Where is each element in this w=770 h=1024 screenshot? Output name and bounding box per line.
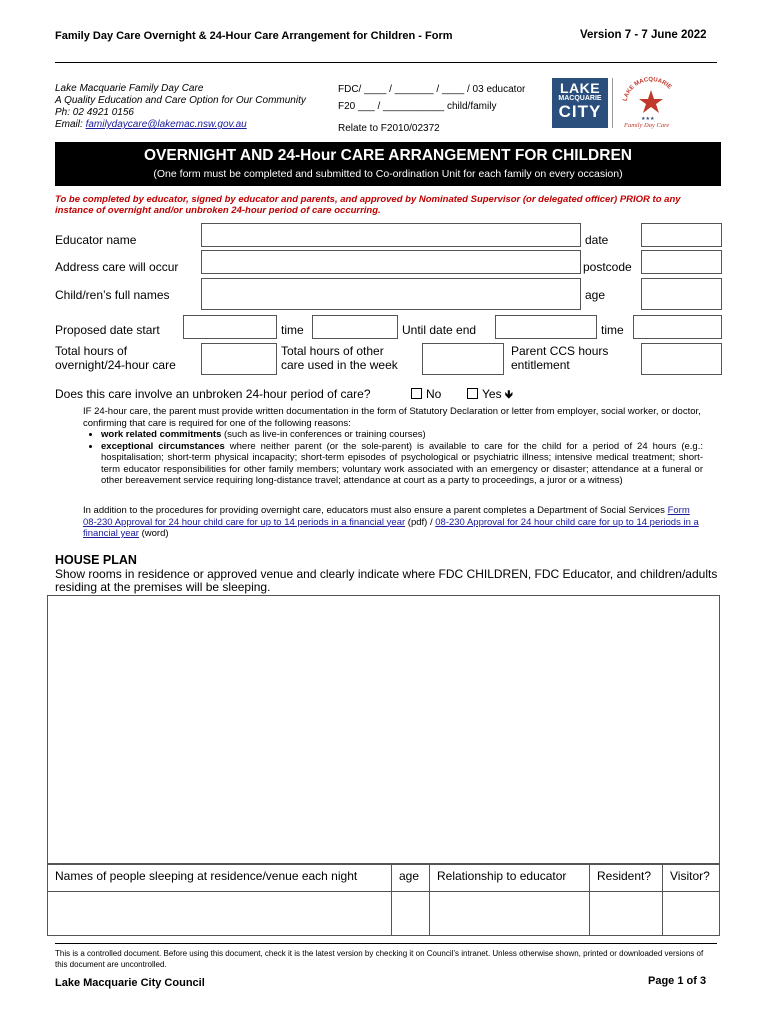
f20-reference: F20 ___ / ___________ child/family [338, 101, 497, 112]
childrens-names-label: Child/ren’s full names [55, 288, 170, 302]
start-time-label: time [281, 323, 304, 337]
until-date-end-label: Until date end [402, 323, 477, 337]
age-label: age [585, 288, 606, 302]
reason-desc: (such as live-in conferences or training courses) [221, 429, 426, 440]
total-other-care-label [281, 344, 398, 372]
total-hours-label [55, 344, 176, 372]
org-phone: Ph: 02 4921 0156 [55, 107, 134, 118]
org-tagline: A Quality Education and Care Option for Our Community [55, 95, 306, 106]
info-intro: IF 24-hour care, the parent must provide written documentation in the form of Statutory Declaration or letter from employer, social worker, or doctor, confirming that care is required for one of the following reasons: [83, 406, 701, 429]
controlled-document-note: This is a controlled document. Before using this document, check it is the latest version by checking it on Council’s intranet. Unless otherwise shown, printed or downloaded versions of this document are uncontrolled. [55, 949, 704, 969]
visitor-cell[interactable] [663, 892, 720, 936]
logo-text-city: CITY [558, 102, 602, 121]
educator-name-field[interactable] [201, 223, 581, 247]
document-title: Family Day Care Overnight & 24-Hour Care Arrangement for Children - Form [55, 30, 453, 42]
unbroken-care-question: Does this care involve an unbroken 24-hour period of care? [55, 387, 371, 401]
svg-text:★★★: ★★★ [641, 116, 655, 122]
address-field[interactable] [201, 250, 581, 274]
no-label: No [426, 387, 442, 401]
svg-text:Family Day Care: Family Day Care [624, 122, 670, 129]
page-number: Page 1 of 3 [648, 975, 707, 987]
dss-text-start: In addition to the procedures for providing overnight care, educators must also ensure a parent completes a Department of Social Services [83, 505, 668, 516]
end-time-field[interactable] [633, 315, 722, 339]
total-hours-label-line1: Total hours of [55, 344, 128, 358]
house-plan-description: Show rooms in residence or approved venue and clearly indicate where FDC CHILDREN, FDC Educator, and children/adults residing at the premises will be sleeping. [55, 567, 718, 594]
start-time-field[interactable] [312, 315, 398, 339]
reason-title: exceptional circumstances [101, 440, 225, 452]
email-label: Email: [55, 119, 86, 130]
childrens-names-field[interactable] [201, 278, 581, 310]
form-pdf-link[interactable]: Form 08-230 Approval for 24 hour child care for up to 14 periods in a financial year [83, 505, 690, 528]
total-hours-field[interactable] [201, 343, 277, 375]
instruction-note: To be completed by educator, signed by educator and parents, and approved by Nominated Supervisor (or delegated officer) PRIOR to any instance of overnight and/or unbroken 24-hour period of care occurring. [55, 194, 681, 216]
footer-divider [55, 943, 717, 944]
banner-title: OVERNIGHT AND 24-Hour CARE ARRANGEMENT FOR CHILDREN [144, 147, 632, 164]
until-date-end-field[interactable] [495, 315, 597, 339]
address-label: Address care will occur [55, 260, 179, 274]
reason-item [101, 429, 703, 441]
total-other-label-line2: care used in the week [281, 358, 398, 372]
arrow-down-icon: 🡻 [504, 388, 513, 401]
header-divider [55, 62, 717, 63]
dss-form-info [83, 505, 703, 540]
house-plan-drawing-area[interactable] [47, 595, 720, 865]
reason-desc: where neither parent (or the sole-parent) is available to care for the child for a period of 24 hours (e.g.: hospitalisation; short-term physical incapacity; short-term episodes of psychological or psychiatric illness; intensive medical treatment; short-term educator responsibilities for other family members; voluntary work associated with an emergency or disaster; attendance at a funeral or other bereavement service requiring long-distance travel; attendance at court as a party to proceedings, a juror or a witness) [101, 440, 703, 486]
dss-text-mid: (pdf) / [405, 516, 436, 528]
date-label: date [585, 233, 609, 247]
total-other-care-field[interactable] [422, 343, 504, 375]
proposed-start-field[interactable] [183, 315, 277, 339]
age-field[interactable] [641, 278, 722, 310]
yes-option[interactable] [467, 387, 513, 402]
yes-checkbox[interactable] [467, 388, 478, 399]
total-hours-label-line2: overnight/24-hour care [55, 358, 176, 372]
footer-org-name: Lake Macquarie City Council [55, 977, 205, 989]
date-field[interactable] [641, 223, 722, 247]
logo-text-macquarie: MACQUARIE [558, 95, 602, 102]
end-time-label: time [601, 323, 624, 337]
org-email-row [55, 119, 306, 131]
logo-text-lake: LAKE [559, 80, 601, 96]
relationship-cell[interactable] [430, 892, 590, 936]
table-row [48, 892, 720, 936]
total-other-label-line1: Total hours of other [281, 344, 384, 358]
no-checkbox[interactable] [411, 388, 422, 399]
reason-item [101, 441, 703, 487]
yes-label: Yes [482, 387, 502, 401]
age-cell[interactable] [392, 892, 430, 936]
proposed-start-label: Proposed date start [55, 323, 160, 337]
relate-reference: Relate to F2010/02372 [338, 123, 440, 134]
family-day-care-logo [618, 76, 684, 130]
ccs-hours-field[interactable] [641, 343, 722, 375]
ccs-label-line2: entitlement [511, 358, 570, 372]
ccs-hours-label [511, 344, 608, 372]
lake-macquarie-city-logo [552, 78, 608, 128]
ccs-label-line1: Parent CCS hours [511, 344, 609, 358]
24hr-care-info [83, 406, 703, 487]
reasons-list [83, 429, 703, 487]
sleeping-names-table [47, 863, 720, 936]
postcode-label: postcode [583, 260, 632, 274]
house-plan-heading: HOUSE PLAN [55, 553, 137, 567]
org-name: Lake Macquarie Family Day Care [55, 83, 204, 94]
header-age: age [392, 864, 430, 892]
fdc-reference: FDC/ ____ / _______ / ____ / 03 educator [338, 84, 526, 95]
postcode-field[interactable] [641, 250, 722, 274]
table-header-row [48, 864, 720, 892]
org-contact-block [55, 83, 306, 131]
svg-text:LAKE MACQUARIE: LAKE MACQUARIE [622, 76, 673, 102]
reason-title: work related commitments [101, 429, 222, 440]
header-visitor: Visitor? [663, 864, 720, 892]
header-names: Names of people sleeping at residence/venue each night [48, 864, 392, 892]
no-option[interactable] [411, 387, 441, 401]
banner-subtitle: (One form must be completed and submitted to Co-ordination Unit for each family on every occasion) [153, 168, 623, 180]
form-word-link[interactable]: 08-230 Approval for 24 hour child care for up to 14 periods in a financial year [83, 516, 699, 539]
names-cell[interactable] [48, 892, 392, 936]
form-banner [55, 142, 721, 186]
educator-name-label: Educator name [55, 233, 137, 247]
email-link[interactable]: familydaycare@lakemac.nsw.gov.au [85, 119, 247, 130]
dss-text-end: (word) [138, 528, 169, 539]
version-label: Version 7 - 7 June 2022 [580, 29, 707, 41]
header-resident: Resident? [590, 864, 663, 892]
logo-divider [612, 78, 613, 128]
resident-cell[interactable] [590, 892, 663, 936]
header-relationship: Relationship to educator [430, 864, 590, 892]
